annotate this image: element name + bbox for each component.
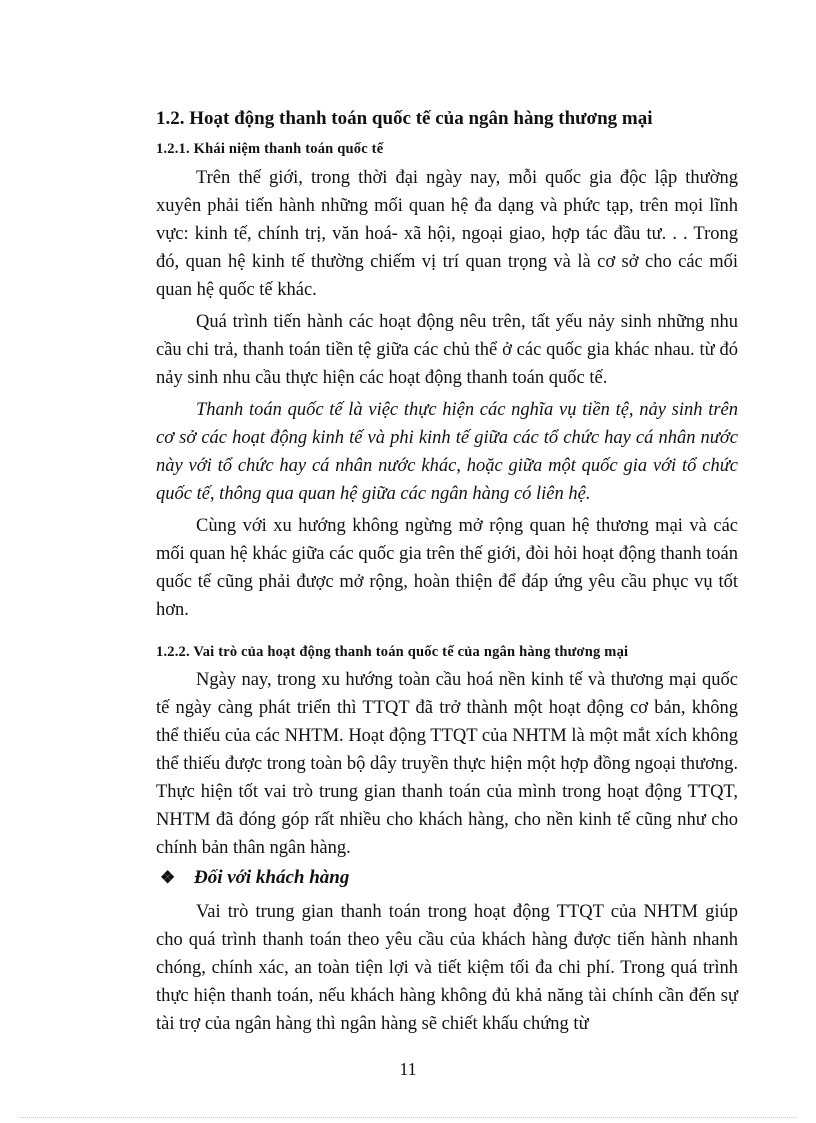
section-heading: 1.2. Hoạt động thanh toán quốc tế của ngân hàng thương mại xyxy=(156,108,653,129)
subsection-heading-1-2-2: 1.2.2. Vai trò của hoạt động thanh toán quốc tế của ngân hàng thương mại xyxy=(156,644,629,660)
paragraph: Trên thế giới, trong thời đại ngày nay, mỗi quốc gia độc lập thường xuyên phải tiến hành những mối quan hệ đa dạng và phức tạp, trên mọi lĩnh vực: kinh tế, chính trị, văn hoá- xã hội, ngoại giao, hợp tác đầu tư. . . Trong đó, quan hệ kinh tế thường chiếm vị trí quan trọng và là cơ sở cho các mối quan hệ quốc tế khác. xyxy=(156,168,738,300)
paragraph: Ngày nay, trong xu hướng toàn cầu hoá nền kinh tế và thương mại quốc tế ngày càng phát triển thì TTQT đã trở thành một hoạt động cơ bản, không thể thiếu của các NHTM. Hoạt động TTQT của NHTM là một mắt xích không thể thiếu được trong toàn bộ dây truyền thực hiện một hợp đồng ngoại thương. Thực hiện tốt vai trò trung gian thanh toán của mình trong hoạt động TTQT, NHTM đã đóng góp rất nhiều cho khách hàng, cho nền kinh tế cũng như cho chính bản thân ngân hàng. xyxy=(156,670,738,858)
paragraph: Vai trò trung gian thanh toán trong hoạt động TTQT của NHTM giúp cho quá trình thanh toán theo yêu cầu của khách hàng được tiến hành nhanh chóng, chính xác, an toàn tiện lợi và tiết kiệm tối đa chi phí. Trong quá trình thực hiện thanh toán, nếu khách hàng không đủ khả năng tài chính cần đến sự tài trợ của ngân hàng thì ngân hàng sẽ chiết khấu chứng từ xyxy=(156,902,738,1034)
page-number: 11 xyxy=(399,1059,417,1079)
bullet-heading xyxy=(156,864,738,892)
paragraph: Quá trình tiến hành các hoạt động nêu trên, tất yếu nảy sinh những nhu cầu chi trả, thanh toán tiền tệ giữa các chủ thể ở các quốc gia khác nhau. từ đó nảy sinh nhu cầu thực hiện các hoạt động thanh toán quốc tế. xyxy=(156,312,738,388)
definition-paragraph: Thanh toán quốc tế là việc thực hiện các nghĩa vụ tiền tệ, nảy sinh trên cơ sở các hoạt động kinh tế và phi kinh tế giữa các tổ chức hay cá nhân nước này với tổ chức hay cá nhân nước khác, hoặc giữa một quốc gia với tổ chức quốc tế, thông qua quan hệ giữa các ngân hàng có liên hệ. xyxy=(156,400,738,504)
diamond-bullet-icon: ❖ xyxy=(160,868,176,887)
bullet-heading-text: Đối với khách hàng xyxy=(194,867,350,888)
page-bottom-divider xyxy=(20,1117,796,1118)
subsection-heading-1-2-1: 1.2.1. Khái niệm thanh toán quốc tế xyxy=(156,141,384,157)
paragraph: Cùng với xu hướng không ngừng mở rộng quan hệ thương mại và các mối quan hệ khác giữa các quốc gia trên thế giới, đòi hỏi hoạt động thanh toán quốc tế cũng phải được mở rộng, hoàn thiện để đáp ứng yêu cầu phục vụ tốt hơn. xyxy=(156,516,738,620)
